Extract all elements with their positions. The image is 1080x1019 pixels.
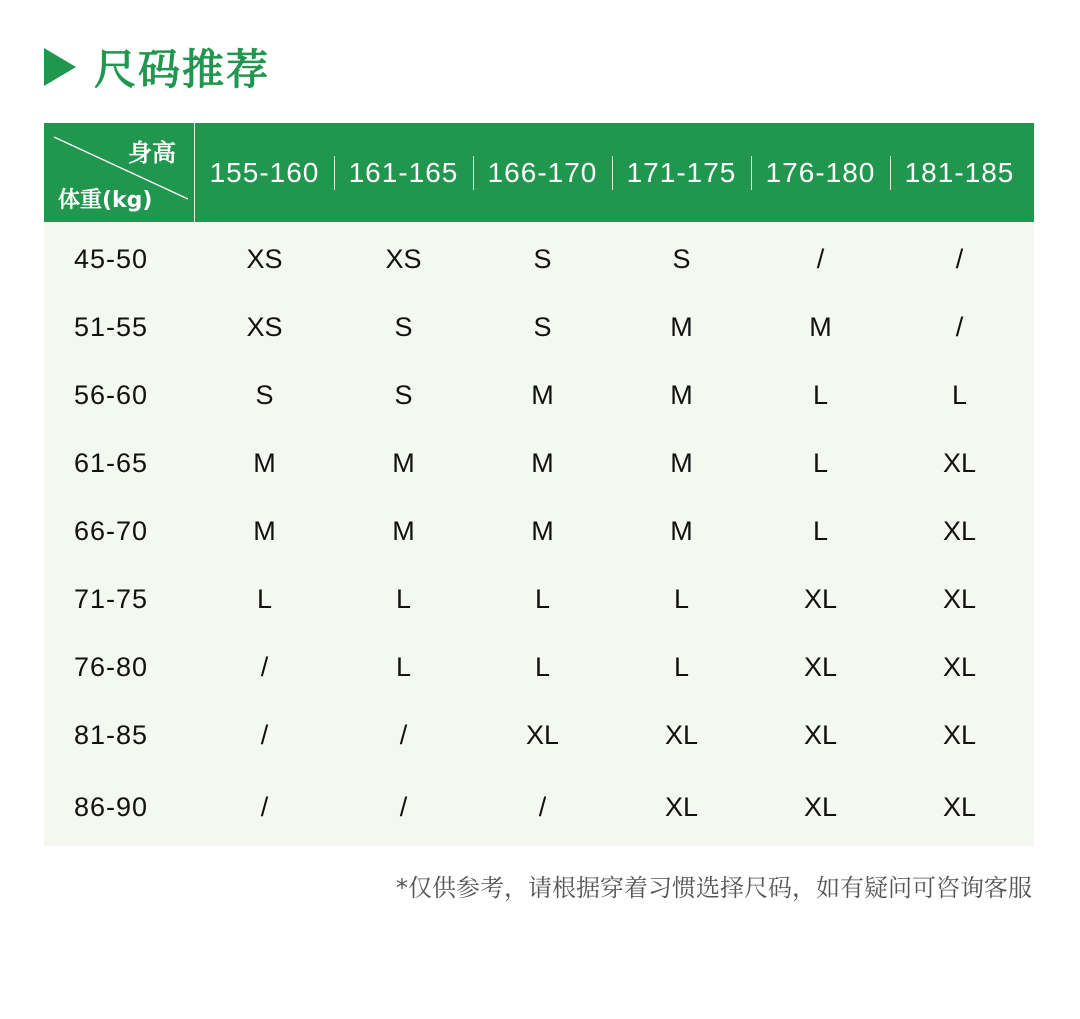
size-cell: XL <box>664 792 699 822</box>
weight-cell: 76-80 <box>74 651 149 682</box>
size-cell: L <box>812 515 829 546</box>
height-axis-label: 身高 <box>128 139 176 167</box>
size-cell: XL <box>942 719 977 750</box>
disclaimer-note: *仅供参考，请根据穿着习惯选择尺码，如有疑问可咨询客服 <box>396 874 1032 902</box>
weight-axis-label: 体重(kg) <box>58 188 153 213</box>
size-chart-table <box>44 123 1034 846</box>
size-cell: / <box>260 792 269 822</box>
size-cell: / <box>538 792 547 822</box>
play-arrow-icon <box>44 48 76 86</box>
table-row <box>44 769 1034 846</box>
weight-cell: 45-50 <box>74 243 149 274</box>
size-cell: S <box>394 379 413 410</box>
size-cell: XL <box>942 447 977 478</box>
size-cell: / <box>260 651 269 682</box>
corner-cell <box>44 123 195 222</box>
size-cell: M <box>531 515 554 546</box>
height-header-cell: 176-180 <box>751 123 890 222</box>
size-cell: L <box>395 583 412 614</box>
weight-cell: 66-70 <box>74 515 149 546</box>
size-cell: M <box>392 515 415 546</box>
size-cell: XL <box>803 719 838 750</box>
size-cell: XL <box>803 583 838 614</box>
size-cell: M <box>670 447 693 478</box>
table-row <box>44 497 1034 565</box>
table-body <box>44 222 1034 846</box>
table-row <box>44 701 1034 769</box>
size-cell: / <box>816 243 825 274</box>
size-cell: L <box>673 583 690 614</box>
size-cell: S <box>533 243 552 274</box>
size-cell: L <box>812 447 829 478</box>
size-cell: S <box>533 311 552 342</box>
weight-cell: 56-60 <box>74 379 149 410</box>
weight-cell: 51-55 <box>74 311 149 342</box>
size-cell: XL <box>803 651 838 682</box>
size-cell: M <box>670 379 693 410</box>
size-cell: XL <box>942 583 977 614</box>
weight-cell: 86-90 <box>74 792 149 822</box>
weight-cell: 81-85 <box>74 719 149 750</box>
size-cell: L <box>256 583 273 614</box>
table-row <box>44 361 1034 429</box>
size-cell: / <box>260 719 269 750</box>
size-cell: XS <box>246 243 283 274</box>
size-cell: XL <box>803 792 838 822</box>
size-cell: M <box>809 311 832 342</box>
size-cell: / <box>955 311 964 342</box>
weight-cell: 71-75 <box>74 583 149 614</box>
size-cell: XL <box>942 515 977 546</box>
size-cell: / <box>399 792 408 822</box>
table-row <box>44 633 1034 701</box>
weight-cell: 61-65 <box>74 447 149 478</box>
size-cell: L <box>673 651 690 682</box>
size-cell: M <box>392 447 415 478</box>
height-header-cell: 155-160 <box>209 156 320 188</box>
size-cell: L <box>534 583 551 614</box>
size-cell: XL <box>942 651 977 682</box>
size-cell: L <box>951 379 968 410</box>
size-cell: L <box>534 651 551 682</box>
height-header-cell: 161-165 <box>334 123 473 222</box>
size-cell: M <box>670 515 693 546</box>
section-header <box>44 38 270 96</box>
size-cell: XL <box>664 719 699 750</box>
size-cell: M <box>670 311 693 342</box>
size-cell: L <box>812 379 829 410</box>
size-cell: XS <box>385 243 422 274</box>
height-header-cell: 181-185 <box>890 123 1029 222</box>
size-cell: XS <box>246 311 283 342</box>
size-cell: XL <box>942 792 977 822</box>
table-header <box>44 123 1034 222</box>
page-title: 尺码推荐 <box>94 45 271 94</box>
size-cell: S <box>672 243 691 274</box>
height-header-cell: 166-170 <box>473 123 612 222</box>
size-cell: M <box>531 447 554 478</box>
size-cell: M <box>531 379 554 410</box>
height-header-cell: 171-175 <box>612 123 751 222</box>
size-cell: S <box>255 379 274 410</box>
table-row <box>44 225 1034 293</box>
size-cell: S <box>394 311 413 342</box>
size-cell: / <box>399 719 408 750</box>
size-cell: L <box>395 651 412 682</box>
table-row <box>44 429 1034 497</box>
table-row <box>44 565 1034 633</box>
size-cell: M <box>253 515 276 546</box>
height-headers <box>195 123 1029 222</box>
size-cell: M <box>253 447 276 478</box>
table-row <box>44 293 1034 361</box>
size-cell: / <box>955 243 964 274</box>
size-cell: XL <box>525 719 560 750</box>
